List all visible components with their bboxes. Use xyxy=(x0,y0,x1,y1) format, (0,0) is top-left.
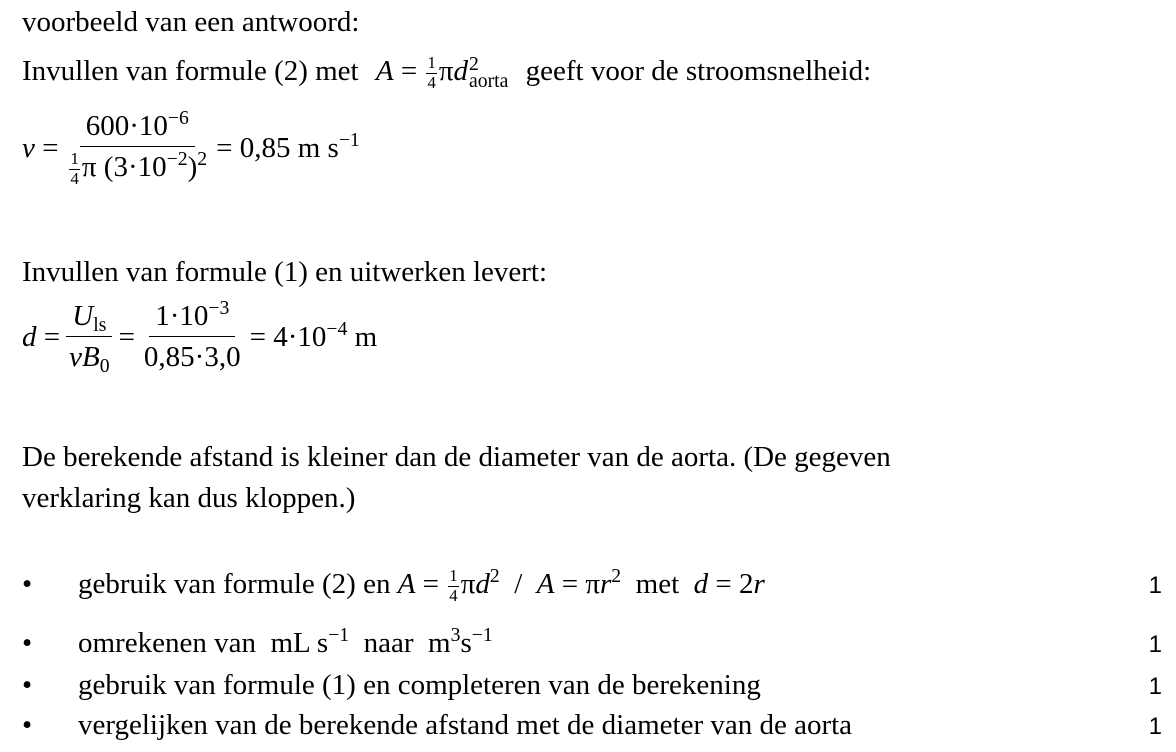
intro-text-before: Invullen van formule (2) met xyxy=(22,54,359,87)
velocity-result: = 0,85 m $s^{-1}$ xyxy=(216,129,360,165)
criterion-text: gebruik van formule (2) en A = $\frac{1}{4}$ $\pi d^2 / A = \pi r^2$ met d = 2r xyxy=(78,565,765,605)
distance-lhs: d = xyxy=(22,320,61,353)
criterion-item xyxy=(22,709,1162,743)
criterion-text: vergelijken van de berekende afstand met de diameter van de aorta xyxy=(78,709,853,741)
intro-text-after: geeft voor de stroomsnelheid: xyxy=(525,54,872,87)
formula1-intro: Invullen van formule (1) en uitwerken levert: xyxy=(22,256,548,288)
bullet-icon: • xyxy=(22,709,33,741)
criterion-item xyxy=(22,624,1162,661)
distance-fraction-symbolic: $\frac{U_{ls}}{vB_0}$ xyxy=(63,300,115,374)
conclusion-line-2: verklaring kan dus kloppen.) xyxy=(22,482,356,514)
intro-formula-line xyxy=(22,52,872,93)
distance-equation: d = $\frac{U_{ls}}{vB_0}$ = $\frac{1\cdot 10^{-3}}{0,85\cdot 3,0}$ = $4\cdot 10^{-4}$ m xyxy=(22,297,378,377)
conclusion-line-1: De berekende afstand is kleiner dan de diameter van de aorta. (De gegeven xyxy=(22,441,891,473)
distance-result: = $4\cdot 10^{-4}$ m xyxy=(249,317,378,353)
velocity-lhs: v = xyxy=(22,132,59,165)
criterion-score: 1 xyxy=(1148,673,1162,700)
area-formula: A = $\frac{1}{4}$ πd 2 aorta xyxy=(375,52,509,93)
velocity-numerator: $600\cdot 10^{-6}$ xyxy=(80,110,195,147)
bullet-icon: • xyxy=(22,627,33,659)
example-heading: voorbeeld van een antwoord: xyxy=(22,6,360,38)
criterion-item xyxy=(22,565,1162,605)
criterion-text: omrekenen van mL $s^{-1}$ naar $m^3s^{-1}$ xyxy=(78,624,493,659)
criterion-score: 1 xyxy=(1148,572,1162,599)
criterion-text: gebruik van formule (1) en completeren van de berekening xyxy=(78,669,761,701)
bullet-icon: • xyxy=(22,568,33,600)
criterion-score: 1 xyxy=(1148,713,1162,740)
bullet-icon: • xyxy=(22,669,33,701)
criterion-item xyxy=(22,669,1162,703)
distance-fraction-numeric: $\frac{1\cdot 10^{-3}}{0,85\cdot 3,0}$ xyxy=(143,297,241,373)
velocity-equation xyxy=(22,107,360,188)
velocity-denominator: $\frac{1}{4}$ π $(3\cdot 10^{-2})^2$ xyxy=(70,148,208,188)
velocity-fraction xyxy=(61,107,213,188)
criterion-score: 1 xyxy=(1148,631,1162,658)
